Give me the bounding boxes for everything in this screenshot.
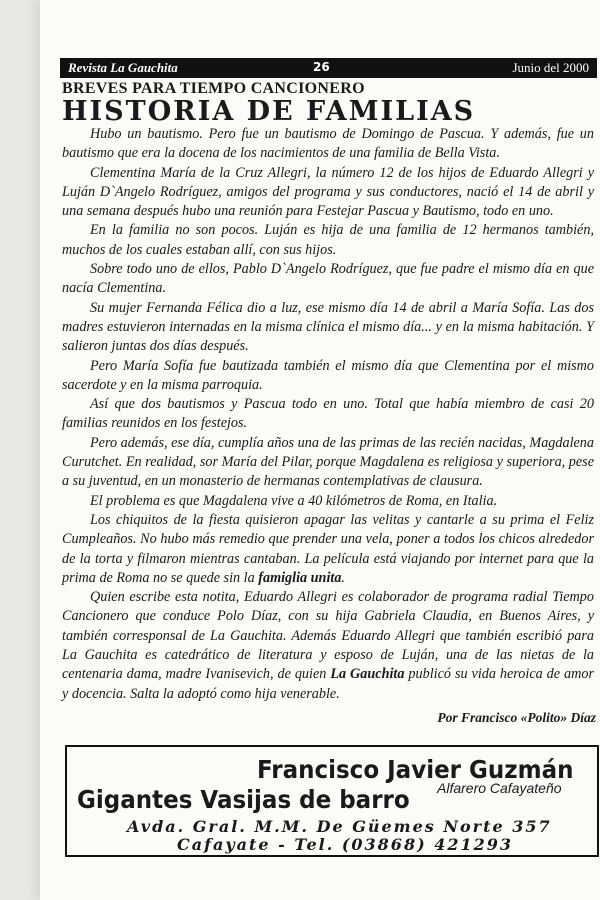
byline: Por Francisco «Polito» Díaz — [437, 710, 596, 725]
paragraph: En la familia no son pocos. Luján es hija de una familia de 12 hermanos también, muchos de los cuales estaban allí, con sus hijos. — [62, 222, 594, 258]
advertisement — [65, 745, 599, 857]
paragraph-end: . — [341, 569, 345, 586]
emphasis-phrase: famiglia unita — [258, 569, 342, 586]
ad-address: Avda. Gral. M.M. De Güemes Norte 357 — [127, 817, 552, 836]
paragraph — [62, 588, 594, 704]
adjacent-page-edge — [0, 0, 40, 900]
ad-phone: Cafayate - Tel. (03868) 421293 — [177, 835, 514, 854]
paragraph: Sobre todo uno de ellos, Pablo D`Angelo Rodríguez, que fue padre el mismo día en que nacía Clementina. — [62, 261, 594, 297]
ad-role: Alfarero Cafayateño — [437, 780, 562, 796]
paragraph: El problema es que Magdalena vive a 40 kilómetros de Roma, en Italia. — [90, 492, 498, 509]
ad-name: Francisco Javier Guzmán — [257, 755, 574, 784]
ad-product: Gigantes Vasijas de barro — [77, 785, 410, 814]
paragraph: Pero además, ese día, cumplía años una de las primas de las recién nacidas, Magdalena Curutchet. En realidad, sor María del Pilar, porque Magdalena es religiosa y superiora, pese a su juventud, en un monasterio de hermanas contemplativas de clausura. — [62, 434, 594, 490]
magazine-mention: La Gauchita — [330, 666, 405, 683]
article-body — [62, 125, 594, 704]
page-header-bar — [60, 58, 597, 78]
paragraph: Pero María Sofía fue bautizada también el mismo día que Clementina por el mismo sacerdote y en la misma parroquia. — [62, 357, 594, 393]
paragraph — [62, 511, 594, 588]
paragraph: Su mujer Fernanda Félica dio a luz, ese mismo día 14 de abril a María Sofía. Las dos madres estuvieron internadas en la misma clínica el mismo día... y en la misma habitación. Y salieron juntas dos días después. — [62, 299, 594, 355]
paragraph: Clementina María de la Cruz Allegri, la número 12 de los hijos de Eduardo Allegri y Luján D`Angelo Rodríguez, amigos del programa y sus conductores, nació el 14 de abril y una semana después hubo una reunión para Festejar Pascua y Bautismo, todo en uno. — [62, 164, 594, 220]
paragraph-text: publicó su vida heroica de amor y docencia. Salta la adoptó como hija venerable. — [62, 666, 594, 702]
page-number: 26 — [313, 60, 330, 74]
paragraph: Hubo un bautismo. Pero fue un bautismo de Domingo de Pascua. Y además, fue un bautismo que era la docena de los nacimientos de una familia de Bella Vista. — [62, 126, 594, 162]
paragraph: Así que dos bautismos y Pascua todo en uno. Total que había miembro de casi 20 familias reunidos en los festejos. — [62, 396, 594, 432]
issue-date: Junio del 2000 — [512, 60, 589, 75]
article-title: HISTORIA DE FAMILIAS — [62, 96, 476, 127]
section-title: BREVES PARA TIEMPO CANCIONERO — [62, 80, 365, 97]
magazine-name: Revista La Gauchita — [68, 60, 178, 75]
paragraph-text: Los chiquitos de la fiesta quisieron apagar las velitas y cantarle a su prima el Feliz Cumpleaños. No hubo más remedio que prender una vela, poner a todos los chicos alrededor de la torta y filmaron mientras cantaban. La película está viajando por internet para que la prima de Roma no se quede sin la — [62, 511, 594, 586]
paragraph-text: Quien escribe esta notita, Eduardo Allegri es colaborador de programa radial Tiempo Cancionero que conduce Polo Díaz, con su hija Gabriela Claudia, en Buenos Aires, y también corresponsal de La Gauchita. Además Eduardo Allegri que también escribió para La Gauchita es catedrático de literatura y esposo de Luján, una de las nietas de la centenaria dama, madre Ivanisevich, de quien — [62, 589, 594, 683]
